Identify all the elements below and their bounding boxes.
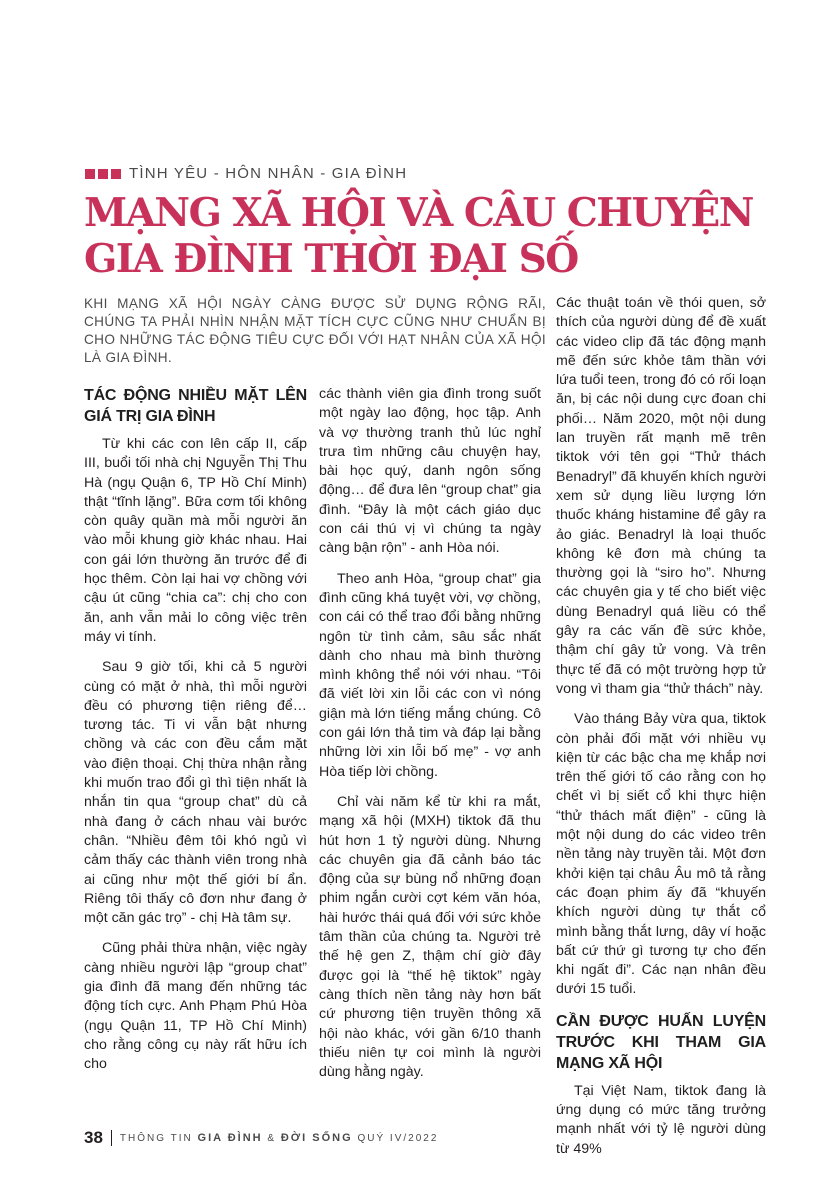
issue-label: QUÝ IV/2022: [352, 1133, 439, 1144]
subheading-1: TÁC ĐỘNG NHIỀU MẶT LÊN GIÁ TRỊ GIA ĐÌNH: [84, 387, 307, 425]
headline-line-1: MẠNG XÃ HỘI VÀ CÂU CHUYỆN: [84, 190, 753, 236]
publication-title-part-2: ĐỜI SỐNG: [280, 1132, 353, 1144]
publication-name: [120, 1132, 438, 1144]
paragraph: Chỉ vài năm kể từ khi ra mắt, mạng xã hội (MXH) tiktok đã thu hút hơn 1 tỷ người dùng. Nhưng các chuyên gia đã cảnh báo tác động của sự bùng nổ những đoạn phim ngắn cười cợt kém văn hóa, hài hước thái quá đối với sức khỏe tâm thần của chúng ta. Người trẻ thế hệ gen Z, thậm chí giờ đây được gọi là “thế hệ tiktok” ngày càng thích nền tảng này hơn bất cứ phương tiện truyền thông xã hội nào khác, với gần 6/10 thanh thiếu niên tự coi mình là người dùng hằng ngày.: [319, 793, 541, 1081]
column-3: [556, 294, 766, 1170]
publication-ampersand: &: [262, 1133, 281, 1144]
section-tag: [85, 165, 407, 182]
section-label: TÌNH YÊU - HÔN NHÂN - GIA ĐÌNH: [129, 165, 408, 182]
headline-line-2: GIA ĐÌNH THỜI ĐẠI SỐ: [84, 236, 578, 282]
column-1: [84, 385, 307, 1086]
paragraph: Vào tháng Bảy vừa qua, tiktok còn phải đối mặt với nhiều vụ kiện từ các bậc cha mẹ khắp nơi trên thế giới tố cáo rằng con họ chết vì bị siết cổ khi thực hiện “thử thách mất điện” - cũng là một nội dung do các video trên nền tảng này truyền tải. Một đơn khởi kiện tại châu Âu mô tả rằng các đoạn phim ấy đã “khuyến khích người dùng tự thắt cổ mình bằng thắt lưng, dây ví hoặc bất cứ thứ gì tương tự cho đến khi ngất đi”. Các nạn nhân đều dưới 15 tuổi.: [556, 711, 766, 998]
paragraph: Tại Việt Nam, tiktok đang là ứng dụng có mức tăng trưởng mạnh nhất với tỷ lệ người dùng từ 49%: [556, 1082, 766, 1157]
column-2: [319, 385, 541, 1093]
subheading-2: CẦN ĐƯỢC HUẤN LUYỆN TRƯỚC KHI THAM GIA MẠNG XÃ HỘI: [556, 1012, 766, 1072]
paragraph: các thành viên gia đình trong suốt một ngày lao động, học tập. Anh và vợ thường tranh thủ lúc nghỉ trưa tìm những câu chuyện hay, bài học quý, danh ngôn sống động… để đưa lên “group chat” gia đình. “Đây là một cách giáo dục con cái thú vị vì chúng ta ngày càng bận rộn” - anh Hòa nói.: [319, 386, 541, 557]
publication-title-part-1: GIA ĐÌNH: [197, 1132, 263, 1144]
page-number: 38: [84, 1128, 103, 1147]
publication-prefix: THÔNG TIN: [119, 1133, 198, 1144]
paragraph: Sau 9 giờ tối, khi cả 5 người cùng có mặt ở nhà, thì mỗi người đều có phương tiện riêng để… tương tác. Ti vi vẫn bật nhưng chồng và các con đều cắm mặt vào điện thoại. Chị thừa nhận rằng khi muốn trao đổi gì thì tiện nhất là nhắn tin qua “group chat” dù cả nhà đang ở cách nhau vài bước chân. “Nhiều đêm tôi khó ngủ vì cảm thấy các thành viên trong nhà ai cũng như một thế giới bí ẩn. Riêng tôi thấy cô đơn như đang ở một căn gác trọ” - chị Hà tâm sự.: [84, 659, 307, 927]
footer-divider: [111, 1130, 112, 1146]
paragraph: Các thuật toán về thói quen, sở thích của người dùng để đề xuất các video clip đã tác động mạnh mẽ đến sức khỏe tâm thần với lứa tuổi teen, trong đó có rối loạn ăn, bị các nội dung cực đoan chi phối… Năm 2020, một nội dung lan truyền rất mạnh mẽ trên tiktok với tên gọi “Thử thách Benadryl” đã khuyến khích người xem sử dụng liều lượng lớn thuốc kháng histamine để gây ra ảo giác. Benadryl là loại thuốc không kê đơn mà chúng ta thường gọi là “siro ho”. Nhưng các chuyên gia y tế cho biết việc dùng Benadryl quá liều có thể gây ra các vấn đề sức khỏe, thậm chí gây tử vong. Và trên thực tế đã có một trường hợp tử vong vì tham gia “thử thách” này.: [556, 295, 766, 697]
paragraph: Theo anh Hòa, “group chat” gia đình cũng khá tuyệt vời, vợ chồng, con cái có thể trao đổi bằng những ngôn từ tình cảm, sâu sắc nhất dành cho nhau mà bình thường mình không thể nói với nhau. “Tôi đã viết lời xin lỗi các con vì nóng giận mà lớn tiếng mắng chúng. Cô con gái lớn thả tim và đáp lại bằng những lời xin lỗi bố mẹ” - vợ anh Hòa tiếp lời chồng.: [319, 570, 541, 780]
paragraph: Từ khi các con lên cấp II, cấp III, buổi tối nhà chị Nguyễn Thị Thu Hà (ngụ Quận 6, TP Hồ Chí Minh) thật “tĩnh lặng”. Bữa cơm tối không còn quây quần mà mỗi người ăn vào mỗi khung giờ khác nhau. Hai con gái lớn thường ăn trước để đi học thêm. Còn lại hai vợ chồng với cậu út cũng “chia ca”: chị cho con ăn, anh vẫn mải lo công việc trên máy vi tính.: [84, 436, 307, 645]
article-lead: KHI MẠNG XÃ HỘI NGÀY CÀNG ĐƯỢC SỬ DỤNG RỘNG RÃI, CHÚNG TA PHẢI NHÌN NHẬN MẶT TÍCH CỰC CŨNG NHƯ CHUẨN BỊ CHO NHỮNG TÁC ĐỘNG TIÊU CỰC ĐỐI VỚI HẠT NHÂN CỦA XÃ HỘI LÀ GIA ĐÌNH.: [84, 296, 546, 365]
article-headline: [84, 190, 784, 282]
page-footer: [84, 1128, 438, 1148]
paragraph: Cũng phải thừa nhận, việc ngày càng nhiều người lập “group chat” gia đình đã mang đến những tác động tích cực. Anh Phạm Phú Hòa (ngụ Quận 11, TP Hồ Chí Minh) cho rằng công cụ này rất hữu ích cho: [84, 940, 307, 1073]
section-marker-icon: [85, 169, 121, 179]
